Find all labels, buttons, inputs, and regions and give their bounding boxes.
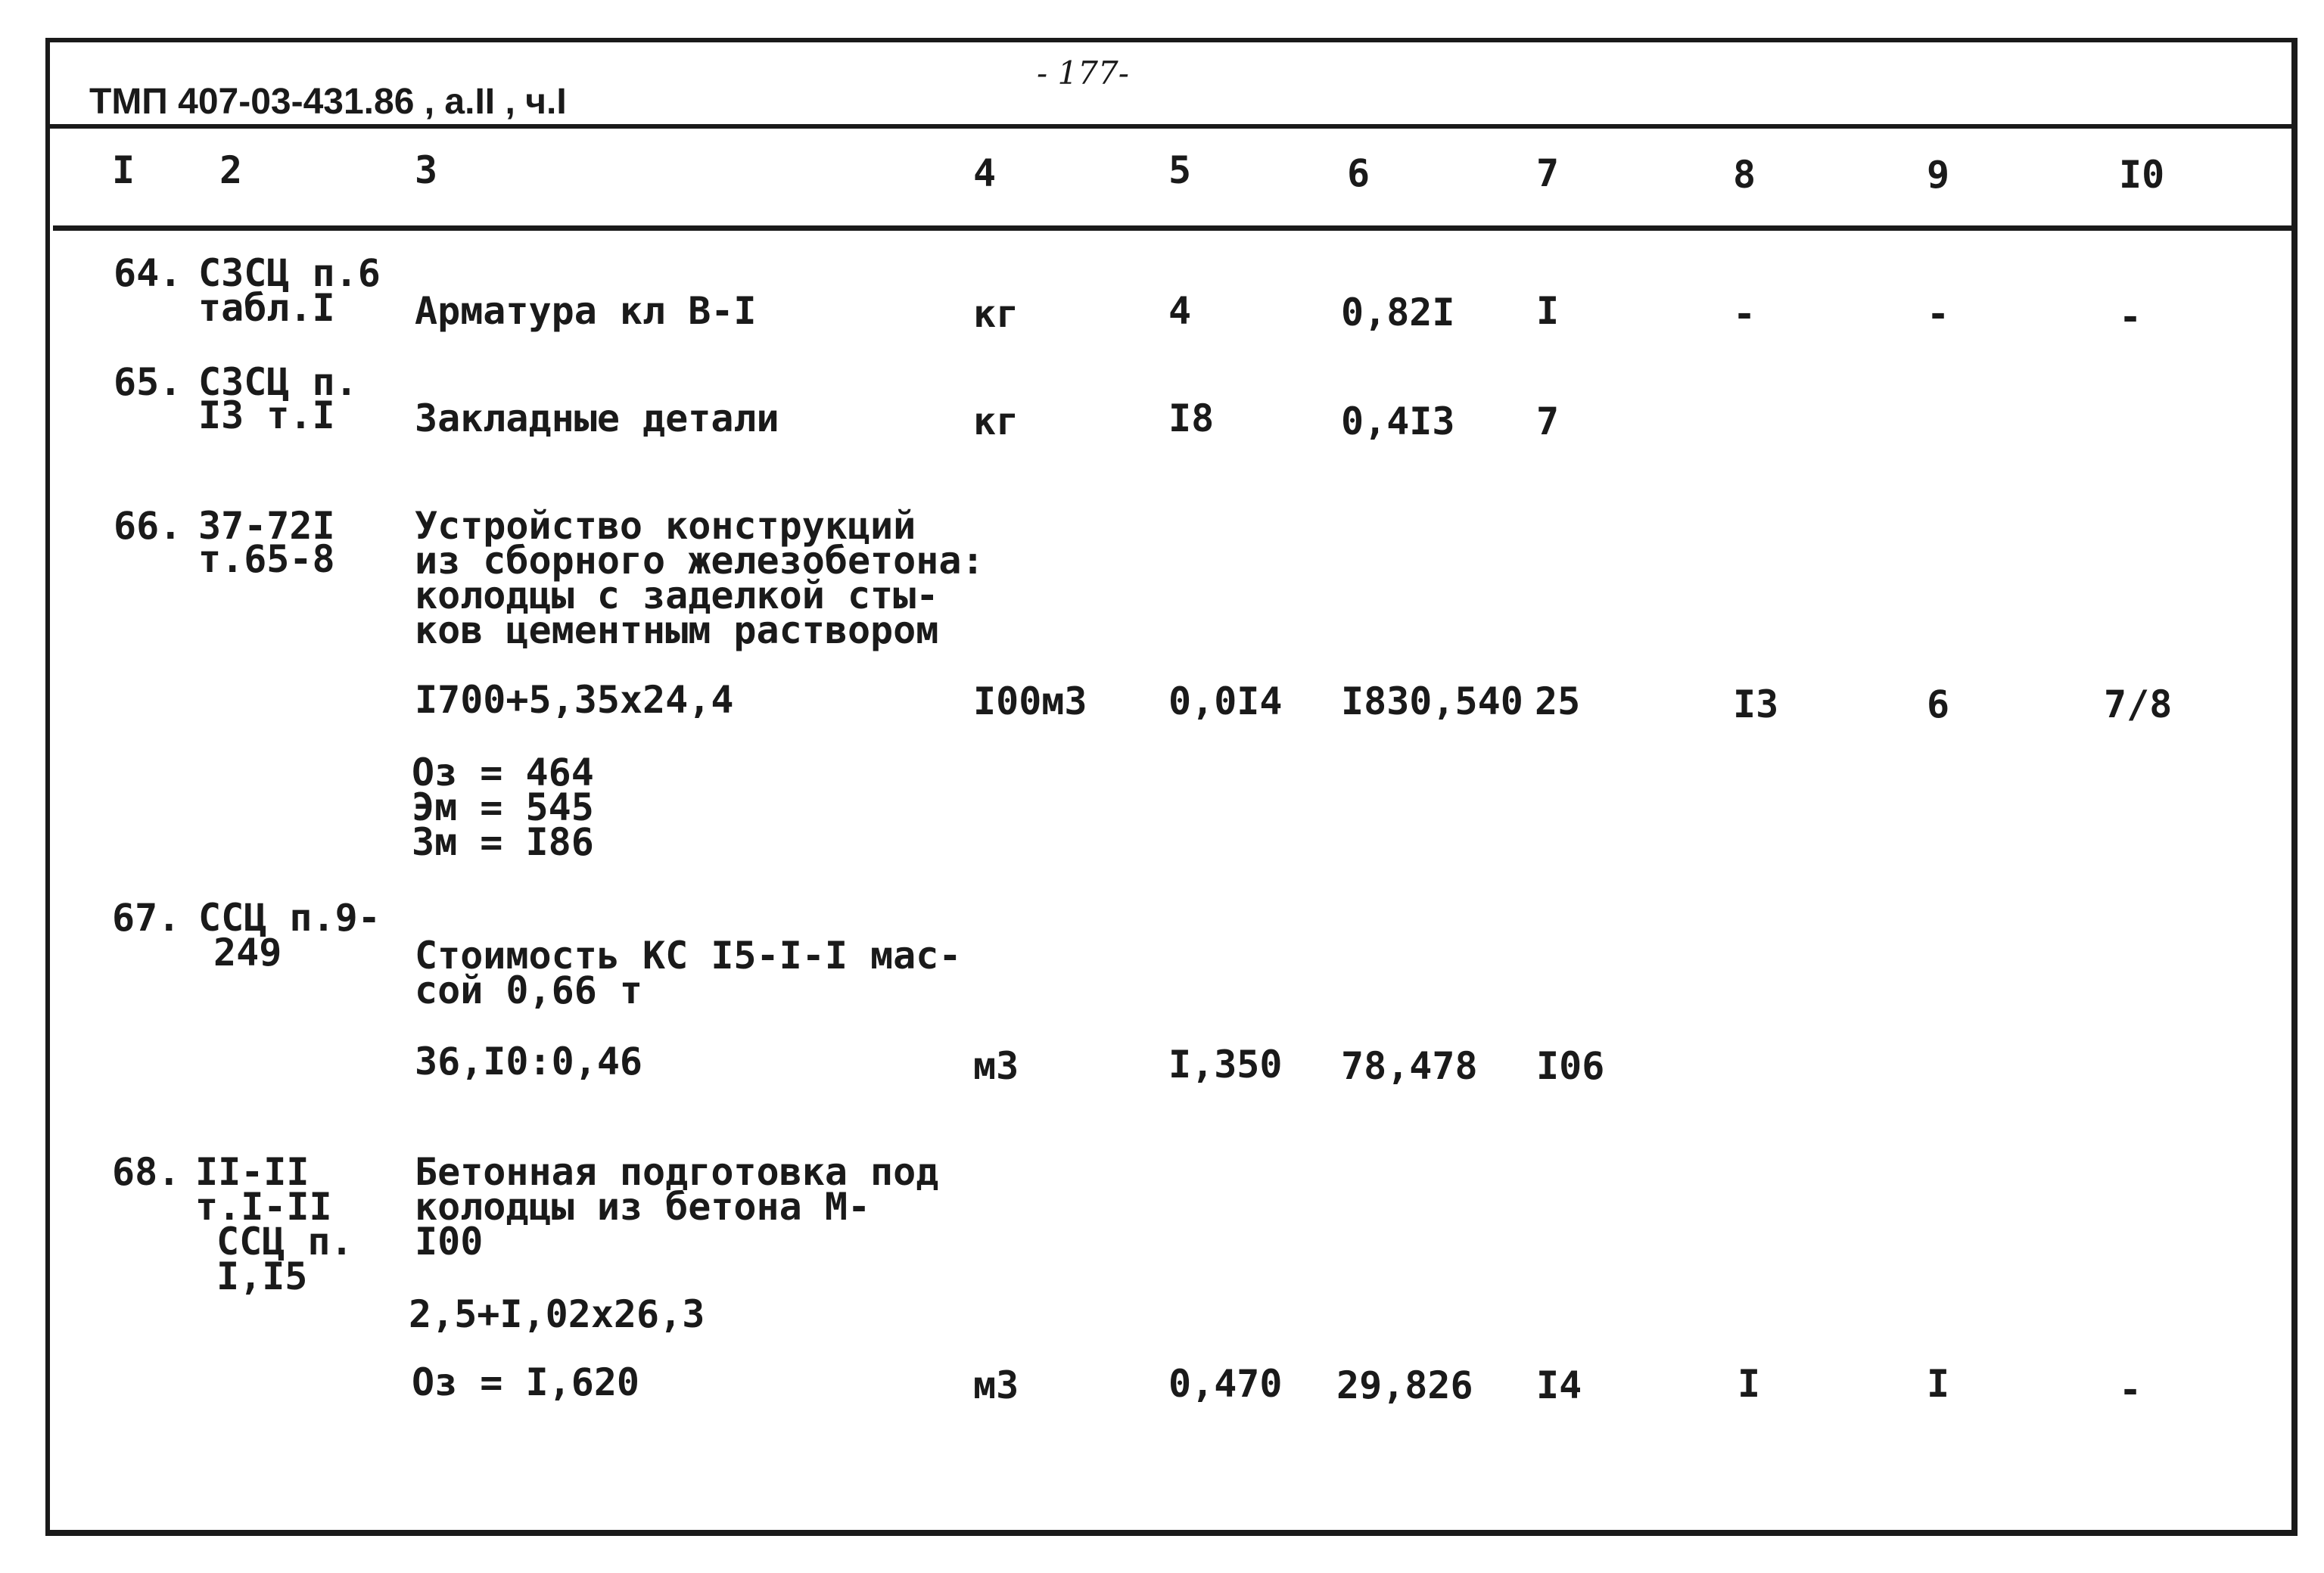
row-64-col7: I [1536, 289, 1560, 333]
row-66-number: 66. [114, 504, 182, 548]
header-rule [45, 124, 2298, 129]
col-header-5: 5 [1168, 148, 1192, 192]
row-68-basis-line-4: I,I5 [216, 1254, 308, 1298]
row-66-basis-line-2: т.65-8 [198, 537, 335, 581]
col-header-9: 9 [1927, 153, 1950, 197]
row-66-breakdown-line-1: Оз = 464 [412, 751, 594, 794]
col-header-8: 8 [1733, 153, 1756, 197]
row-68-number: 68. [112, 1150, 181, 1194]
row-67-price: 78,478 [1341, 1044, 1478, 1088]
row-65-number: 65. [114, 360, 182, 404]
row-68-breakdown: Оз = I,620 [412, 1360, 640, 1404]
row-64-col10: - [2119, 295, 2142, 339]
row-68-name-line-3: I00 [415, 1220, 484, 1264]
row-64-basis-line-1: СЗСЦ п.6 [198, 251, 381, 295]
row-65-basis-line-1: СЗСЦ п. [198, 360, 358, 404]
column-header-rule [53, 225, 2298, 231]
row-64-col8: - [1733, 292, 1756, 336]
row-67-formula: 36,I0:0,46 [415, 1040, 643, 1083]
col-header-10: I0 [2119, 153, 2165, 197]
row-66-unit: I00м3 [973, 679, 1087, 723]
row-67-col7: I06 [1536, 1044, 1605, 1088]
row-66-col10: 7/8 [2104, 682, 2173, 726]
document-reference: ТМП 407-03-431.86 , а.II , ч.I [89, 82, 567, 122]
row-68-name-line-2: колодцы из бетона М- [415, 1185, 871, 1229]
row-68-formula: 2,5+I,02x26,3 [409, 1292, 705, 1336]
row-68-basis-line-1: II-II [195, 1150, 310, 1194]
row-64-unit: кг [973, 292, 1019, 336]
row-66-name-line-1: Устройство конструкций [415, 504, 916, 548]
row-65-name: Закладные детали [415, 396, 779, 440]
row-65-qty: I8 [1168, 396, 1215, 440]
row-64-col9: - [1927, 292, 1950, 336]
row-66-breakdown-line-2: Эм = 545 [412, 785, 594, 829]
row-64-qty: 4 [1168, 289, 1192, 333]
col-header-3: 3 [415, 148, 438, 192]
row-68-col10: - [2119, 1368, 2142, 1412]
row-67-basis-line-1: ССЦ п.9- [198, 896, 381, 940]
row-66-col7: 25 [1535, 679, 1581, 723]
row-66-name-line-4: ков цементным раствором [415, 608, 939, 652]
page-frame [45, 38, 2298, 1536]
col-header-2: 2 [219, 148, 243, 192]
col-header-7: 7 [1536, 151, 1560, 195]
row-66-price: I830,540 [1341, 679, 1523, 723]
row-65-col7: 7 [1536, 399, 1560, 443]
col-header-1: I [112, 148, 135, 192]
row-68-col7: I4 [1536, 1363, 1582, 1407]
row-67-unit: м3 [973, 1044, 1019, 1088]
row-67-basis-line-2: 249 [213, 931, 282, 975]
row-66-col8: I3 [1733, 682, 1779, 726]
row-66-breakdown-line-3: Зм = I86 [412, 820, 594, 864]
row-68-basis-line-3: ССЦ п. [216, 1220, 353, 1264]
row-65-basis-line-2: I3 т.I [198, 393, 335, 437]
row-64-number: 64. [114, 251, 182, 295]
row-68-qty: 0,470 [1168, 1362, 1283, 1406]
row-66-name-line-2: из сборного железобетона: [415, 539, 985, 583]
row-64-name: Арматура кл В-I [415, 289, 757, 333]
page-number: - 177- [1037, 54, 1129, 92]
row-65-price: 0,4I3 [1341, 399, 1455, 443]
row-68-col8: I [1738, 1362, 1761, 1406]
row-67-qty: I,350 [1168, 1043, 1283, 1086]
row-67-name-line-1: Стоимость КС I5-I-I мас- [415, 934, 962, 978]
row-68-price: 29,826 [1336, 1363, 1473, 1407]
row-67-name-line-2: сой 0,66 т [415, 968, 643, 1012]
row-66-col9: 6 [1927, 682, 1950, 726]
row-68-name-line-1: Бетонная подготовка под [415, 1150, 939, 1194]
row-65-unit: кг [973, 399, 1019, 443]
row-68-col9: I [1927, 1362, 1950, 1406]
row-66-qty: 0,0I4 [1168, 679, 1283, 723]
row-64-basis-line-2: табл.I [198, 286, 335, 330]
col-header-6: 6 [1347, 151, 1370, 195]
row-68-basis-line-2: т.I-II [195, 1185, 332, 1229]
row-68-unit: м3 [973, 1363, 1019, 1407]
row-64-price: 0,82I [1341, 291, 1455, 334]
row-66-basis-line-1: 37-72I [198, 504, 335, 548]
row-66-formula: I700+5,35x24,4 [415, 678, 734, 722]
col-header-4: 4 [973, 151, 997, 195]
row-67-number: 67. [112, 896, 181, 940]
row-66-name-line-3: колодцы с заделкой сты- [415, 574, 939, 617]
